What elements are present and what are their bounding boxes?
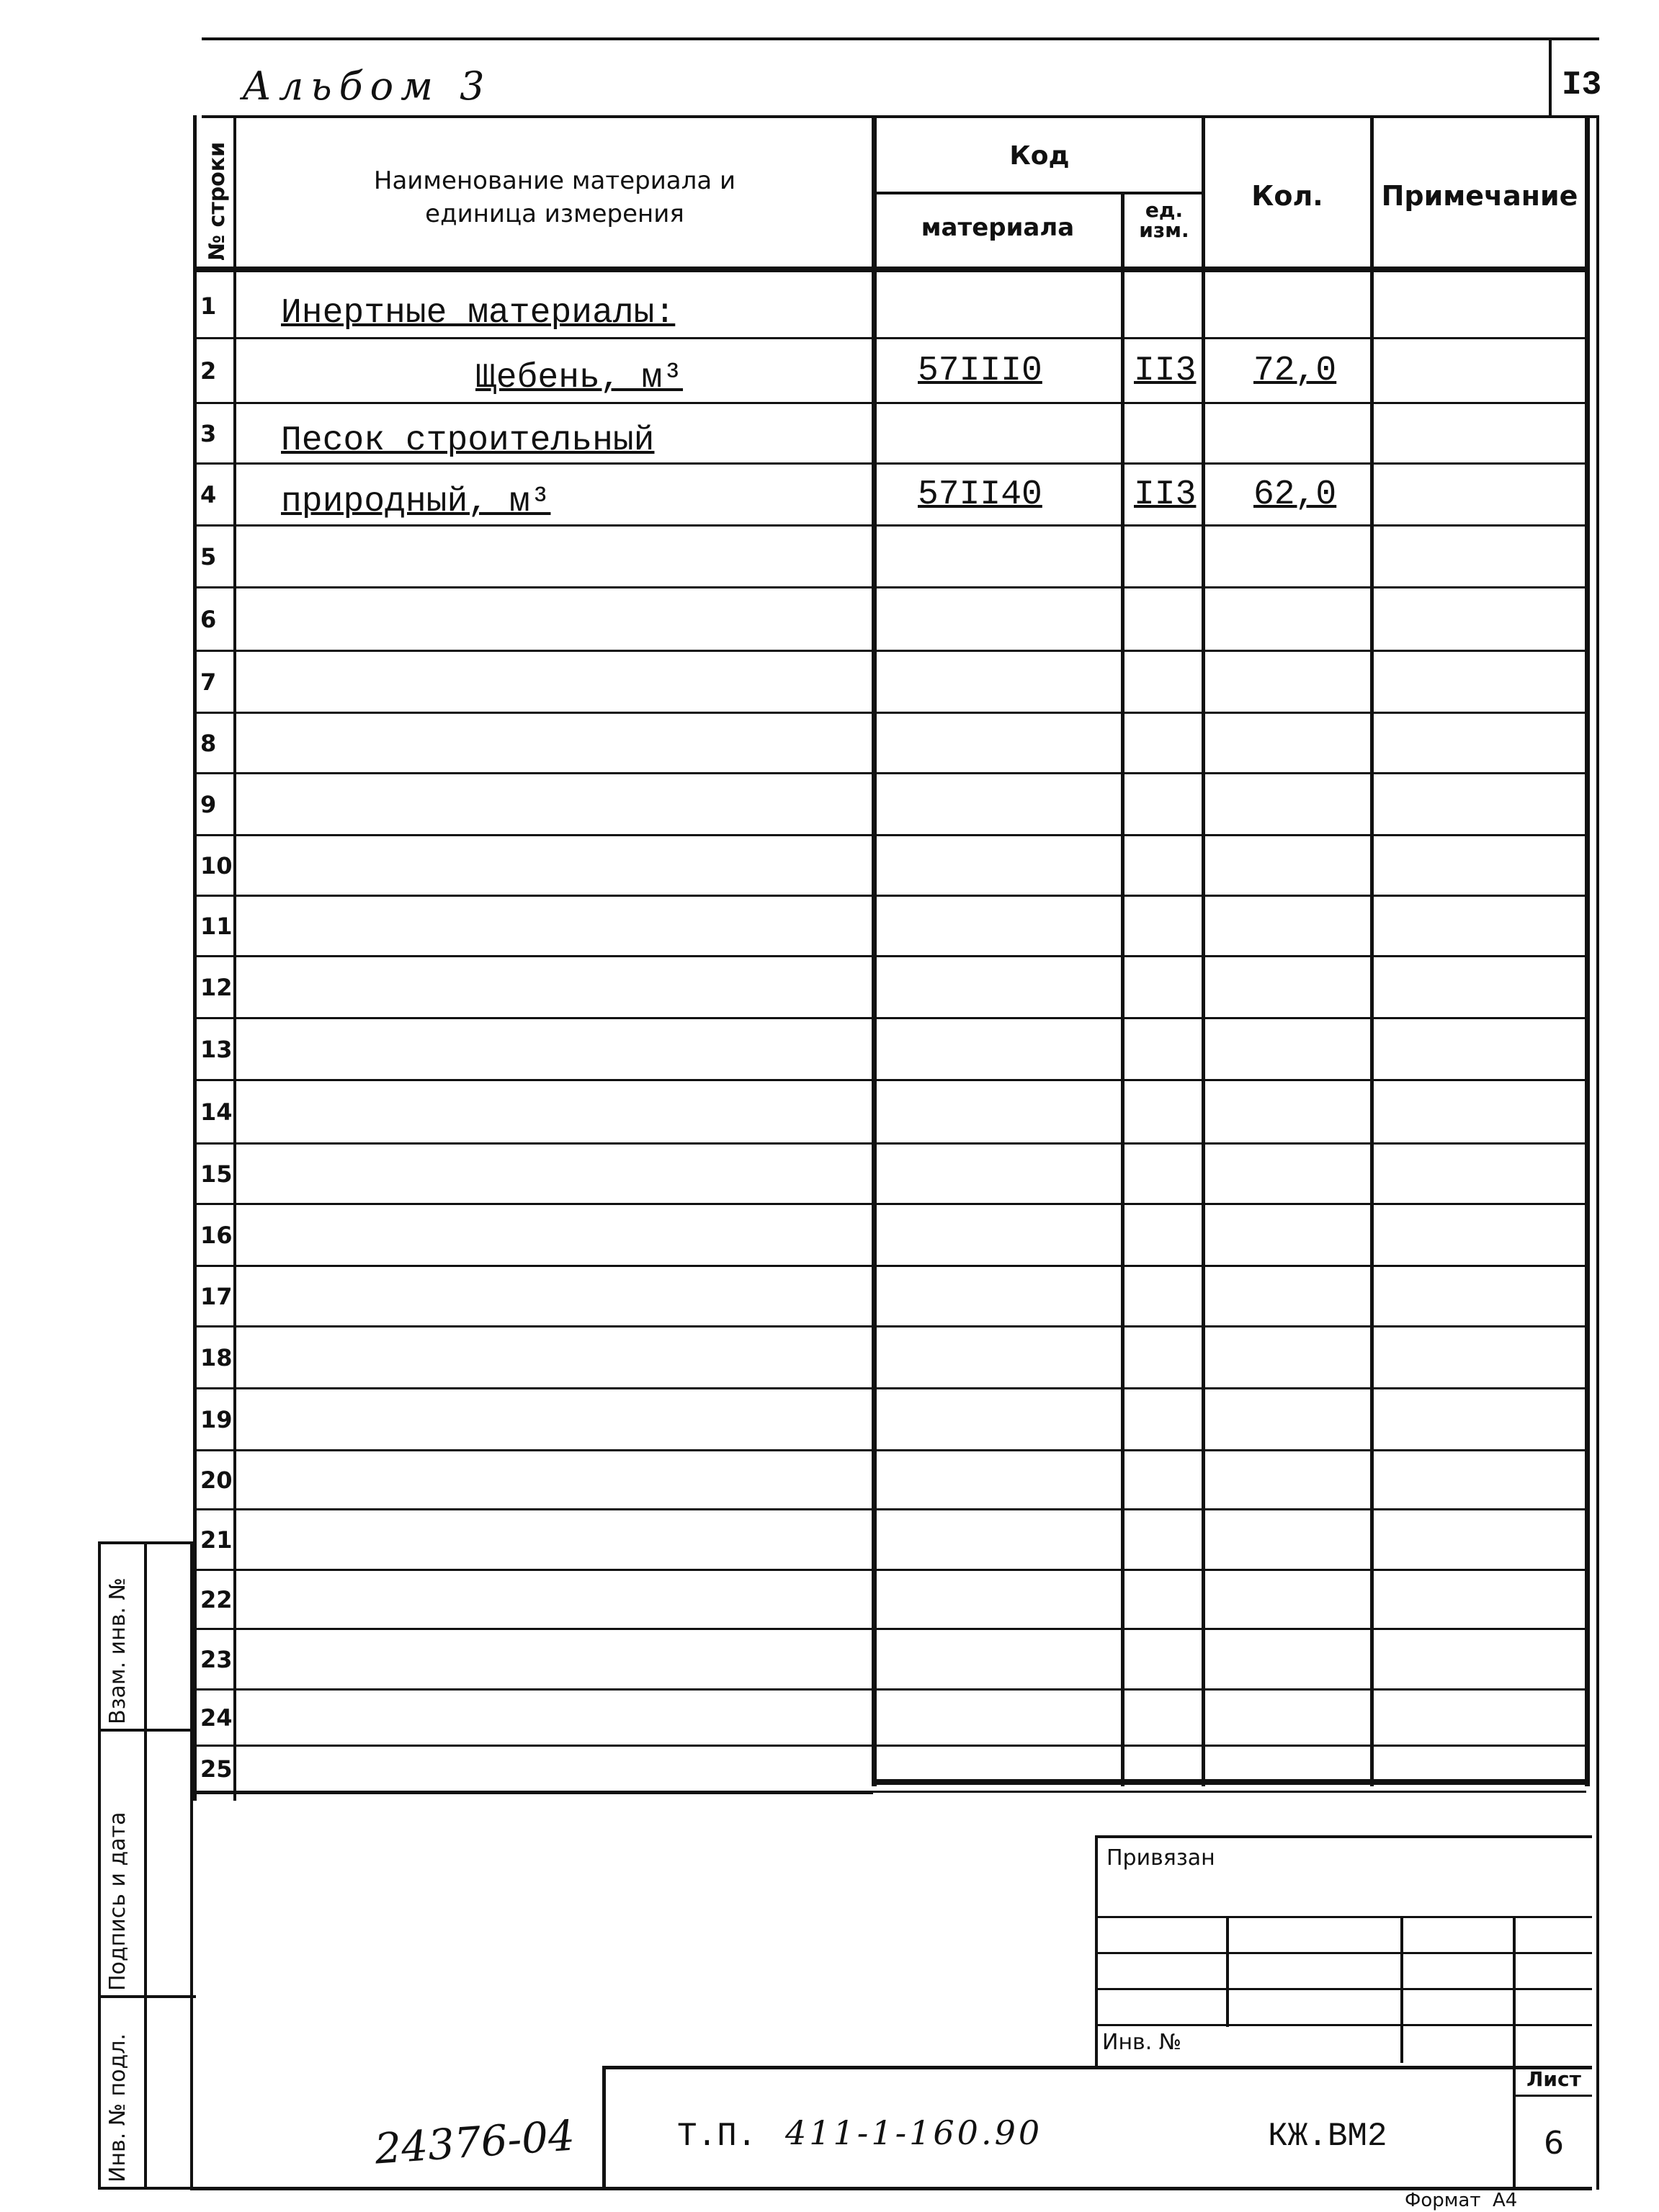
col-header-note: Примечание — [1381, 180, 1578, 212]
row-number: 12 — [200, 974, 233, 1001]
row-number-line — [196, 1017, 236, 1019]
col-header-qty: Кол. — [1251, 180, 1323, 212]
row-number: 8 — [200, 730, 217, 757]
row-unit: II3 — [1134, 475, 1197, 514]
row-name: Инертные материалы: — [281, 294, 676, 333]
row-number: 4 — [200, 481, 217, 509]
row-name: природный, м³ — [281, 483, 551, 521]
row-number: 15 — [200, 1160, 233, 1188]
list-label: Лист — [1526, 2067, 1581, 2091]
inv-no-label: Инв. № — [1102, 2030, 1182, 2055]
row-number-line — [196, 1079, 236, 1081]
table-row-line — [236, 402, 1586, 404]
table-row-line — [236, 1449, 1586, 1451]
table-row-line — [236, 1203, 1586, 1205]
table-row-line — [236, 1017, 1586, 1019]
table-row-line — [236, 1791, 1586, 1793]
table-row-line — [236, 834, 1586, 836]
row-code: 57III0 — [918, 351, 1042, 390]
row-number-line — [196, 1142, 236, 1145]
table-row-line — [236, 650, 1586, 652]
privyazan-label: Привязан — [1106, 1845, 1215, 1871]
row-number-line — [196, 462, 236, 465]
row-number: 17 — [200, 1283, 233, 1310]
row-number: 5 — [200, 543, 217, 570]
table-row-line — [236, 955, 1586, 957]
row-number: 9 — [200, 791, 217, 818]
table-row-line — [236, 1628, 1586, 1630]
tp-number: 411-1-160.90 — [785, 2113, 1043, 2152]
row-number-line — [196, 1508, 236, 1510]
row-name: Щебень, м³ — [475, 359, 684, 398]
row-number-line — [196, 1628, 236, 1630]
col-header-row-no: № строки — [205, 141, 230, 261]
format-label: Формат А4 — [1405, 2190, 1518, 2211]
doc-code: КЖ.ВМ2 — [1268, 2118, 1387, 2155]
table-row-line — [236, 1265, 1586, 1267]
table-row-line — [236, 1508, 1586, 1510]
side-stamp-inv-podl: Инв. № подл. — [105, 2033, 130, 2182]
row-number: 24 — [200, 1704, 233, 1732]
row-number: 16 — [200, 1222, 233, 1249]
row-number-line — [196, 1325, 236, 1327]
row-number-line — [196, 402, 236, 404]
table-row-line — [236, 1688, 1586, 1691]
handwritten-number: 24376-04 — [372, 2110, 576, 2174]
row-number: 21 — [200, 1526, 233, 1554]
col-header-code-material: материала — [921, 213, 1075, 242]
row-name: Песок строительный — [281, 421, 655, 460]
table-row-line — [236, 1325, 1586, 1327]
row-qty: 72,0 — [1253, 351, 1337, 390]
row-number-line — [196, 1688, 236, 1691]
tp-label: Т.П. — [677, 2118, 757, 2155]
row-number: 19 — [200, 1406, 233, 1433]
row-number-line — [196, 1791, 236, 1793]
row-number: 6 — [200, 606, 217, 633]
row-number: 2 — [200, 357, 217, 385]
row-number-line — [196, 1745, 236, 1747]
row-number: 20 — [200, 1467, 233, 1494]
row-number-line — [196, 772, 236, 774]
row-number-line — [196, 895, 236, 897]
row-qty: 62,0 — [1253, 475, 1337, 514]
side-stamp-vzam: Взам. инв. № — [105, 1577, 130, 1724]
row-number: 14 — [200, 1098, 233, 1126]
row-code: 57II40 — [918, 475, 1042, 514]
table-row-line — [236, 1387, 1586, 1389]
table-row-line — [236, 1745, 1586, 1747]
side-stamp-podpis: Подпись и дата — [105, 1812, 130, 1991]
table-row-line — [236, 586, 1586, 588]
list-number: 6 — [1544, 2125, 1564, 2162]
row-number-line — [196, 1265, 236, 1267]
col-header-code-unit: ед. изм. — [1139, 198, 1189, 242]
row-number-line — [196, 586, 236, 588]
row-number: 18 — [200, 1344, 233, 1371]
col-header-code: Код — [1009, 141, 1070, 171]
row-number-line — [196, 1203, 236, 1205]
col-header-name: Наименование материала и единица измерения — [373, 166, 736, 228]
row-number-line — [196, 1569, 236, 1571]
row-unit: II3 — [1134, 351, 1197, 390]
row-number-line — [196, 524, 236, 527]
page-number: I3 — [1562, 66, 1602, 104]
table-row-line — [236, 1569, 1586, 1571]
table-row-line — [236, 895, 1586, 897]
row-number: 3 — [200, 420, 217, 447]
row-number: 7 — [200, 668, 217, 696]
table-row-line — [236, 462, 1586, 465]
row-number: 10 — [200, 852, 233, 879]
table-row-line — [236, 772, 1586, 774]
table-row-line — [236, 712, 1586, 714]
table-row-line — [236, 1142, 1586, 1145]
row-number-line — [196, 1387, 236, 1389]
row-number: 1 — [200, 292, 217, 320]
row-number-line — [196, 650, 236, 652]
table-row-line — [236, 337, 1586, 339]
row-number: 13 — [200, 1036, 233, 1063]
row-number: 22 — [200, 1586, 233, 1613]
table-row-line — [236, 1079, 1586, 1081]
row-number-line — [196, 955, 236, 957]
row-number-line — [196, 834, 236, 836]
row-number-line — [196, 1449, 236, 1451]
row-number-line — [196, 337, 236, 339]
row-number: 11 — [200, 913, 233, 940]
album-label: Альбом 3 — [242, 63, 492, 109]
row-number-line — [196, 712, 236, 714]
table-row-line — [236, 524, 1586, 527]
row-number: 25 — [200, 1755, 233, 1783]
row-number: 23 — [200, 1646, 233, 1673]
